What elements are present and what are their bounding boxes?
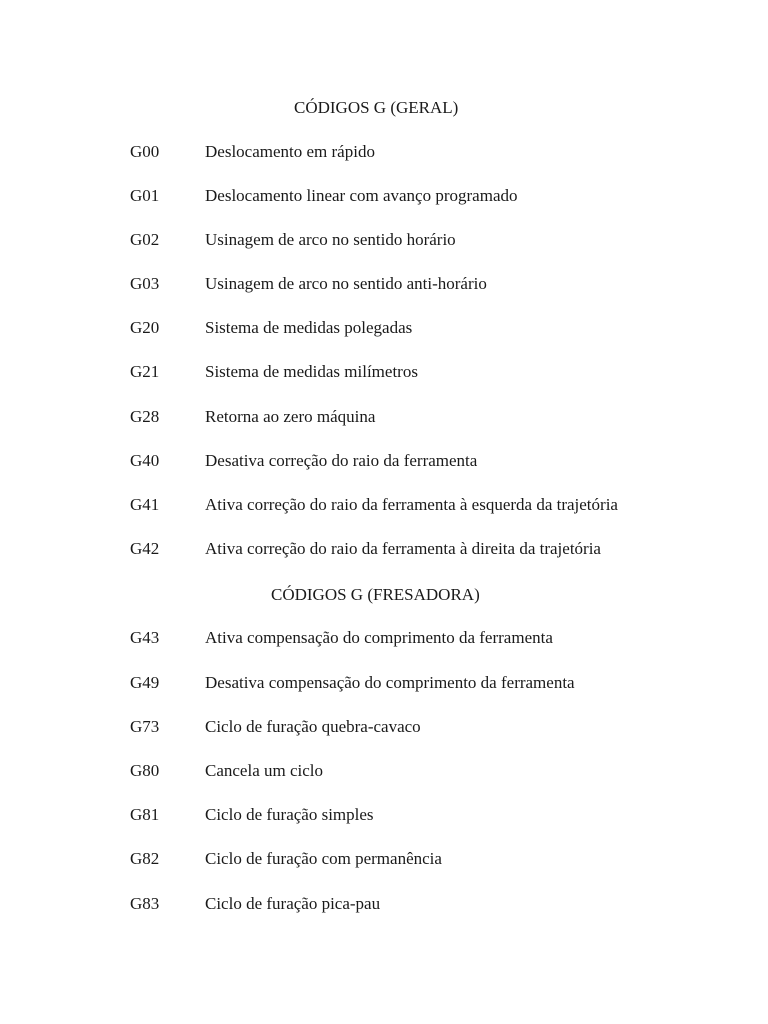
g-code-description: Ciclo de furação simples [205,805,374,824]
g-code-description: Desativa correção do raio da ferramenta [205,451,478,470]
g-code-description: Ciclo de furação pica-pau [205,894,381,913]
g-code: G21 [130,362,160,381]
g-code-description: Ciclo de furação com permanência [205,849,442,868]
g-code: G03 [130,274,160,293]
g-code: G73 [130,717,160,736]
g-code: G00 [130,142,160,161]
g-code-description: Sistema de medidas milímetros [205,362,418,381]
g-code: G02 [130,230,160,249]
table-row [0,141,768,163]
g-code: G80 [130,761,160,780]
g-code: G40 [130,451,160,470]
table-row [0,317,768,339]
g-code-description: Ativa correção do raio da ferramenta à esquerda da trajetória [205,495,618,514]
g-code: G42 [130,539,160,558]
table-row [0,450,768,472]
g-code-description: Ciclo de furação quebra-cavaco [205,717,421,736]
table-row [0,893,768,915]
g-code: G49 [130,673,160,692]
g-code: G43 [130,628,160,647]
table-row [0,848,768,870]
g-code-description: Deslocamento em rápido [205,142,375,161]
table-row [0,760,768,782]
g-code-description: Ativa correção do raio da ferramenta à direita da trajetória [205,539,601,558]
table-row [0,804,768,826]
g-code: G41 [130,495,160,514]
table-row [0,229,768,251]
g-code-description: Desativa compensação do comprimento da ferramenta [205,673,575,692]
g-code: G01 [130,186,160,205]
g-code-description: Sistema de medidas polegadas [205,318,413,337]
g-code: G28 [130,407,160,426]
g-code-description: Usinagem de arco no sentido horário [205,230,456,249]
table-row [0,494,768,516]
section-title-fresadora: CÓDIGOS G (FRESADORA) [271,585,480,604]
g-code: G20 [130,318,160,337]
table-row [0,273,768,295]
table-row [0,716,768,738]
g-code: G82 [130,849,160,868]
table-row [0,627,768,649]
table-row [0,361,768,383]
table-row [0,406,768,428]
g-code-description: Usinagem de arco no sentido anti-horário [205,274,487,293]
g-code-description: Deslocamento linear com avanço programado [205,186,518,205]
g-code: G83 [130,894,160,913]
g-code: G81 [130,805,160,824]
g-code-description: Ativa compensação do comprimento da ferramenta [205,628,553,647]
g-code-description: Retorna ao zero máquina [205,407,376,426]
section-title-geral: CÓDIGOS G (GERAL) [294,98,459,117]
g-code-description: Cancela um ciclo [205,761,324,780]
table-row [0,185,768,207]
table-row [0,672,768,694]
table-row [0,538,768,560]
